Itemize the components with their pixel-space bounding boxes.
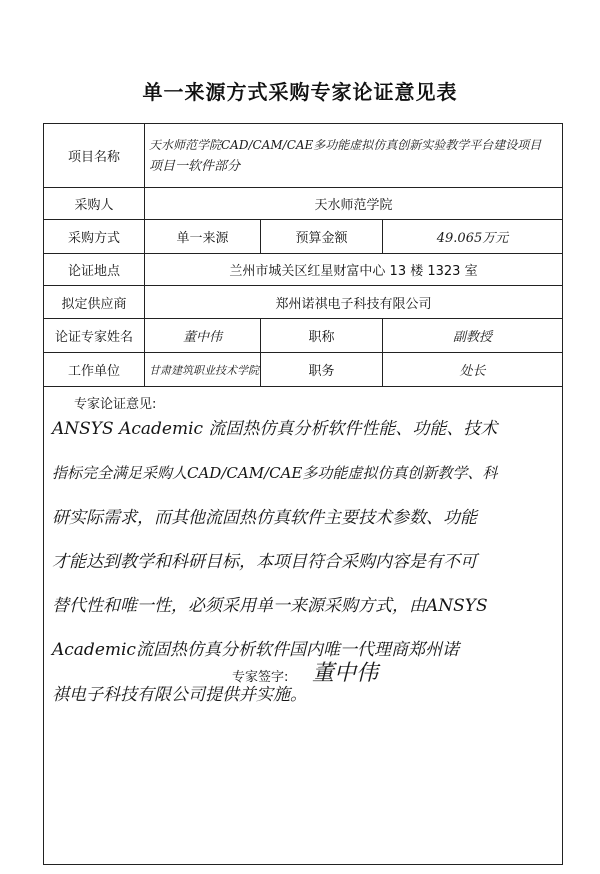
opinion-line-2: 指标完全满足采购人CAD/CAM/CAE多功能虚拟仿真创新教学、科 xyxy=(52,464,498,482)
row-purchaser xyxy=(44,188,563,220)
location-label: 论证地点 xyxy=(44,254,145,286)
method-label: 采购方式 xyxy=(44,220,145,254)
position-value: 处长 xyxy=(383,353,563,387)
opinion-line-4: 才能达到教学和科研目标，本项目符合采购内容是有不可 xyxy=(52,552,477,572)
opinion-label: 专家论证意见: xyxy=(74,397,157,412)
expert-signature: 董中伟 xyxy=(312,661,379,686)
work-unit-label: 工作单位 xyxy=(44,353,145,387)
expert-name-label: 论证专家姓名 xyxy=(44,319,145,353)
opinion-cell xyxy=(44,387,563,865)
project-name-line1: 天水师范学院CAD/CAM/CAE多功能虚拟仿真创新实验教学平台建设项目 xyxy=(149,137,542,152)
supplier-label: 拟定供应商 xyxy=(44,286,145,319)
title-value: 副教授 xyxy=(383,319,563,353)
expert-opinion-form xyxy=(43,123,563,865)
method-value: 单一来源 xyxy=(145,220,261,254)
opinion-line-5: 替代性和唯一性，必须采用单一来源采购方式，由ANSYS xyxy=(52,596,488,616)
purchaser-label: 采购人 xyxy=(44,188,145,220)
project-name-label: 项目名称 xyxy=(44,124,145,188)
row-supplier xyxy=(44,286,563,319)
opinion-line-1: ANSYS Academic 流固热仿真分析软件性能、功能、技术 xyxy=(52,419,498,439)
budget-value: 49.065万元 xyxy=(383,220,563,254)
position-label: 职务 xyxy=(261,353,383,387)
supplier-value: 郑州诺祺电子科技有限公司 xyxy=(145,286,563,319)
opinion-line-3: 研实际需求，而其他流固热仿真软件主要技术参数、功能 xyxy=(52,508,477,528)
title-label: 职称 xyxy=(261,319,383,353)
form-title: 单一来源方式采购专家论证意见表 xyxy=(142,80,458,104)
row-project-name xyxy=(44,124,563,188)
project-name-line2: 项目一软件部分 xyxy=(149,158,241,174)
budget-label: 预算金额 xyxy=(261,220,383,254)
row-method xyxy=(44,220,563,254)
location-value: 兰州市城关区红星财富中心 13 楼 1323 室 xyxy=(145,254,563,286)
opinion-line-7: 祺电子科技有限公司提供并实施。 xyxy=(52,685,307,705)
signature-label: 专家签字: xyxy=(232,670,289,685)
purchaser-value: 天水师范学院 xyxy=(145,188,563,220)
opinion-line-6: Academic流固热仿真分析软件国内唯一代理商郑州诺 xyxy=(52,640,459,660)
row-expert xyxy=(44,319,563,353)
work-unit-value: 甘肃建筑职业技术学院 xyxy=(145,353,261,387)
row-work-unit xyxy=(44,353,563,387)
project-name-value xyxy=(145,124,563,188)
row-opinion xyxy=(44,387,563,865)
row-location xyxy=(44,254,563,286)
expert-name-value: 董中伟 xyxy=(145,319,261,353)
